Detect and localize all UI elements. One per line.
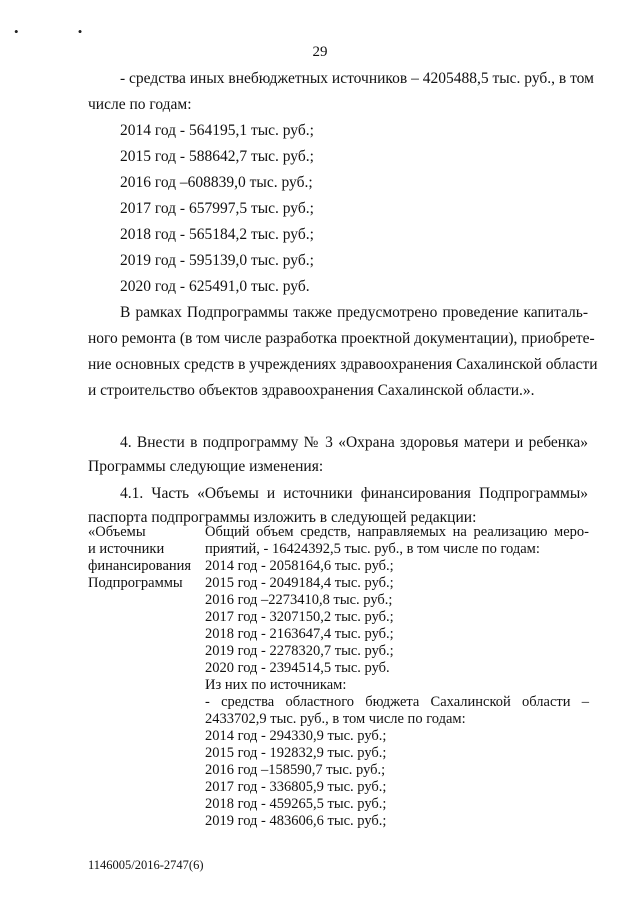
table-cell-line: 2018 год - 2163647,4 тыс. руб.; — [205, 626, 394, 642]
table-cell-line: 2433702,9 тыс. руб., в том числе по годам: — [205, 711, 466, 727]
paragraph-line: 4.1. Часть «Объемы и источники финансирования Подпрограммы» — [120, 485, 588, 502]
scan-marks: • • — [14, 24, 111, 39]
table-cell-line: Общий объем средств, направляемых на реализацию меро- — [205, 524, 589, 540]
year-line: 2019 год - 595139,0 тыс. руб.; — [120, 252, 314, 269]
table-cell-line: 2014 год - 294330,9 тыс. руб.; — [205, 728, 387, 744]
table-label: и источники — [88, 541, 165, 557]
document-footer-code: 1146005/2016-2747(6) — [88, 858, 204, 872]
paragraph-line: ние основных средств в учреждениях здравоохранения Сахалинской области — [88, 356, 598, 373]
table-label: «Объемы — [88, 524, 146, 540]
year-line: 2018 год - 565184,2 тыс. руб.; — [120, 226, 314, 243]
paragraph-line: Программы следующие изменения: — [88, 458, 324, 475]
table-cell-line: 2015 год - 192832,9 тыс. руб.; — [205, 745, 387, 761]
paragraph-line: и строительство объектов здравоохранения Сахалинской области.». — [88, 382, 535, 399]
page-number: 29 — [312, 44, 328, 60]
year-line: 2016 год –608839,0 тыс. руб.; — [120, 174, 313, 191]
table-cell-line: 2016 год –2273410,8 тыс. руб.; — [205, 592, 393, 608]
table-label: финансирования — [88, 558, 192, 574]
paragraph-line: В рамках Подпрограммы также предусмотрено проведение капиталь- — [120, 304, 588, 321]
table-cell-line: 2015 год - 2049184,4 тыс. руб.; — [205, 575, 394, 591]
table-cell-line: 2017 год - 336805,9 тыс. руб.; — [205, 779, 387, 795]
paragraph-line: ного ремонта (в том числе разработка проектной документации), приобрете- — [88, 330, 595, 347]
table-cell-line: 2018 год - 459265,5 тыс. руб.; — [205, 796, 387, 812]
table-cell-line: 2016 год –158590,7 тыс. руб.; — [205, 762, 386, 778]
sources-line: - средства иных внебюджетных источников – 4205488,5 тыс. руб., в том — [120, 70, 594, 87]
year-line: 2015 год - 588642,7 тыс. руб.; — [120, 148, 314, 165]
paragraph-line: 4. Внести в подпрограмму № 3 «Охрана здоровья матери и ребенка» — [120, 434, 588, 451]
sources-line-cont: числе по годам: — [88, 96, 192, 113]
paragraph-line: паспорта подпрограммы изложить в следующей редакции: — [88, 509, 477, 526]
year-line: 2017 год - 657997,5 тыс. руб.; — [120, 200, 314, 217]
table-cell-line: Из них по источникам: — [205, 677, 347, 693]
table-label: Подпрограммы — [88, 575, 183, 591]
year-line: 2020 год - 625491,0 тыс. руб. — [120, 278, 310, 295]
table-cell-line: 2017 год - 3207150,2 тыс. руб.; — [205, 609, 394, 625]
year-line: 2014 год - 564195,1 тыс. руб.; — [120, 122, 314, 139]
table-cell-line: 2019 год - 2278320,7 тыс. руб.; — [205, 643, 394, 659]
table-cell-line: 2014 год - 2058164,6 тыс. руб.; — [205, 558, 394, 574]
table-cell-line: 2020 год - 2394514,5 тыс. руб. — [205, 660, 390, 676]
table-cell-line: - средства областного бюджета Сахалинской области – — [205, 694, 589, 710]
table-cell-line: приятий, - 16424392,5 тыс. руб., в том числе по годам: — [205, 541, 540, 557]
table-cell-line: 2019 год - 483606,6 тыс. руб.; — [205, 813, 387, 829]
